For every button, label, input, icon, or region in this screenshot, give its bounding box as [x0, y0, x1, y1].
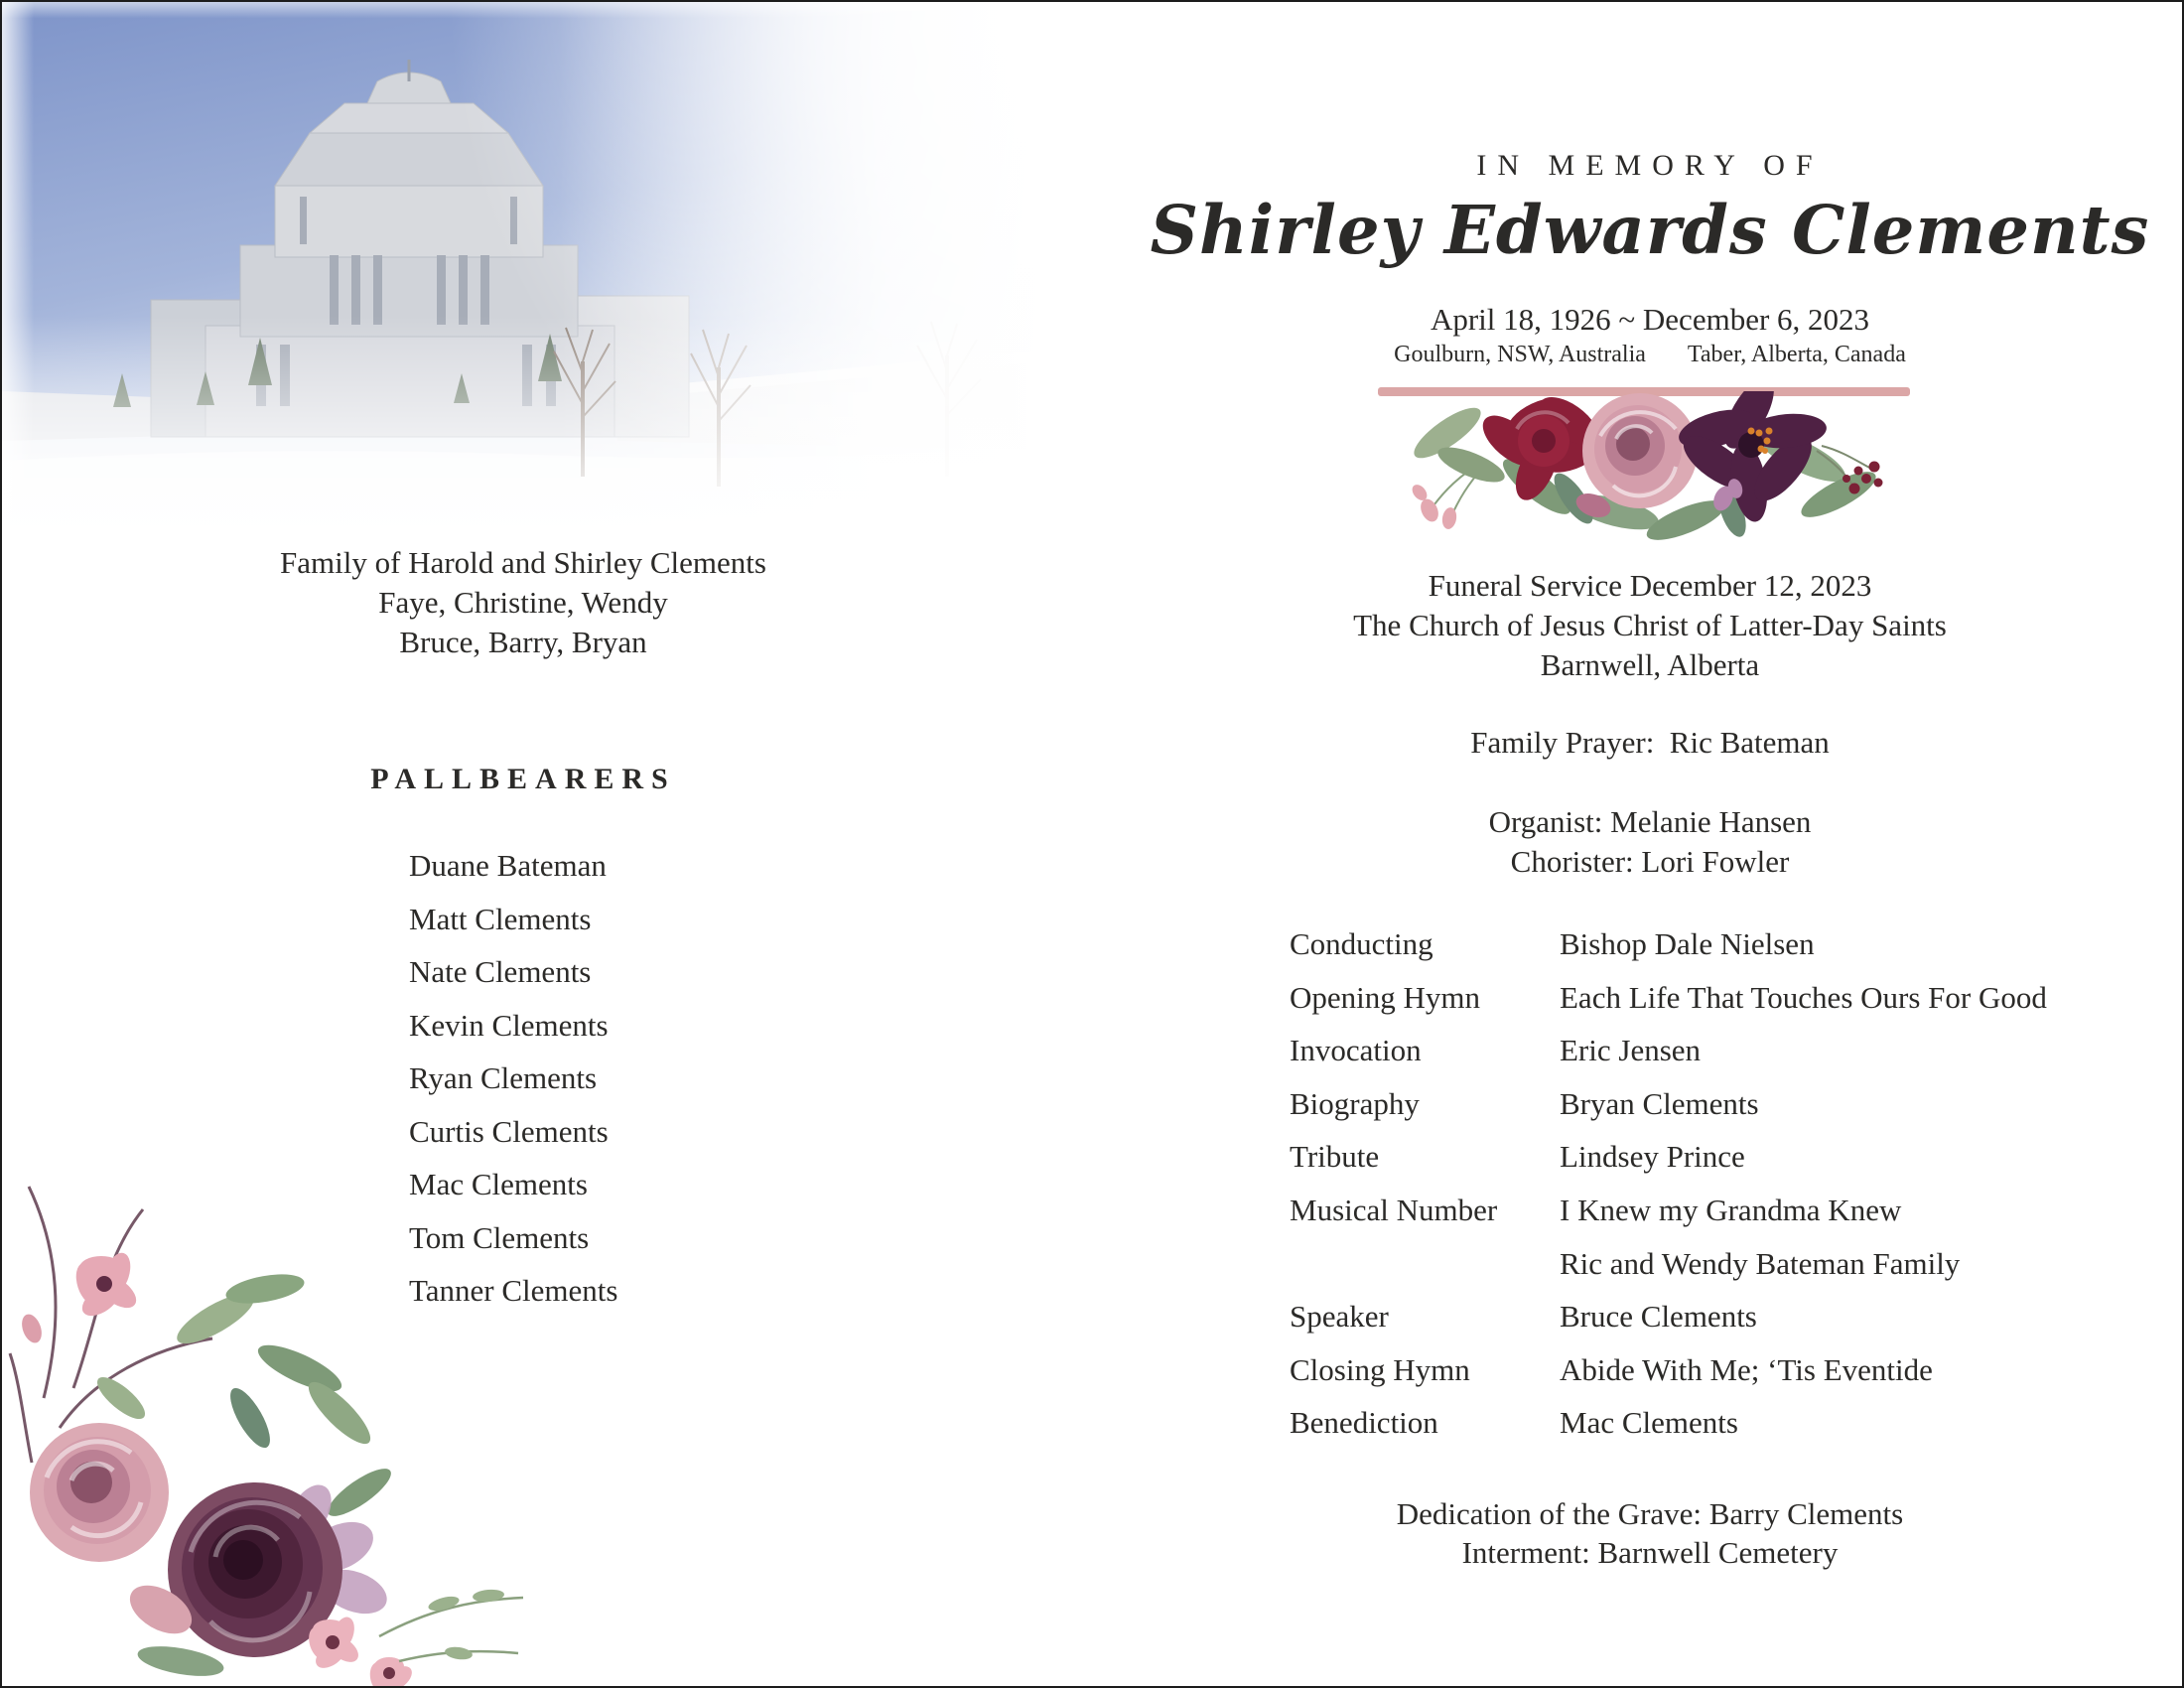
pallbearer-name: Curtis Clements [409, 1113, 609, 1149]
service-line: Barnwell, Alberta [1540, 647, 1760, 682]
program-label: Benediction [1290, 1405, 1438, 1441]
music-credits [1124, 802, 2176, 882]
pallbearers-heading: PALLBEARERS [370, 763, 676, 795]
deceased-name: Shirley Edwards Clements [1150, 191, 2150, 269]
program-value: Mac Clements [1560, 1405, 1738, 1441]
service-line: Funeral Service December 12, 2023 [1428, 568, 1872, 603]
program-row [1290, 1396, 2074, 1450]
organist: Organist: Melanie Hansen [1488, 804, 1812, 839]
pallbearer-name: Kevin Clements [409, 1007, 609, 1043]
floral-divider-decoration [1390, 391, 1898, 552]
caption-line: Faye, Christine, Wendy [378, 585, 668, 620]
pallbearer-name: Nate Clements [409, 954, 592, 989]
program-value: Bishop Dale Nielsen [1560, 926, 1815, 961]
watercolor-flowers-icon [2, 1165, 538, 1686]
pallbearer-name: Tanner Clements [409, 1273, 618, 1308]
pallbearer-name: Matt Clements [409, 901, 592, 936]
program-label: Tribute [1290, 1139, 1380, 1175]
program-row [1290, 1130, 2074, 1184]
interment-line: Interment: Barnwell Cemetery [1461, 1535, 1839, 1570]
program-row [1290, 971, 2074, 1025]
program-value: Bruce Clements [1560, 1299, 1757, 1335]
pallbearer-name: Mac Clements [409, 1167, 588, 1201]
birth-death-places [1124, 342, 2176, 368]
program-row [1290, 1290, 2074, 1343]
center-pink-rose [1582, 393, 1698, 508]
dedication-line: Dedication of the Grave: Barry Clements [1396, 1496, 1904, 1531]
program-value: Eric Jensen [1560, 1033, 1702, 1068]
temple-winter-photo [2, 2, 1074, 543]
chorister: Chorister: Lori Fowler [1510, 844, 1790, 879]
program-value: Bryan Clements [1560, 1085, 1759, 1121]
service-line: The Church of Jesus Christ of Latter-Day Saints [1353, 608, 1947, 642]
small-blossom [71, 1249, 142, 1322]
program-value: Lindsey Prince [1560, 1139, 1745, 1175]
program-row [1290, 1184, 2074, 1237]
program-value: Each Life That Touches Ours For Good [1560, 979, 2047, 1015]
pink-rose [30, 1423, 169, 1562]
program-value: I Knew my Grandma Knew [1560, 1192, 1902, 1227]
program-row [1290, 1024, 2074, 1077]
pallbearer-name: Tom Clements [409, 1219, 590, 1255]
program-row [1290, 1077, 2074, 1131]
pallbearer-name: Duane Bateman [409, 848, 607, 883]
program-value: Ric and Wendy Bateman Family [1560, 1245, 1961, 1281]
program-label: Musical Number [1290, 1192, 1498, 1227]
family-caption [131, 543, 915, 662]
program-label: Biography [1290, 1085, 1420, 1121]
pallbearer-name: Ryan Clements [409, 1060, 598, 1095]
program-label: Opening Hymn [1290, 979, 1481, 1015]
program-row [1290, 917, 2074, 971]
watercolor-bouquet-icon [1390, 391, 1898, 552]
program-order-of-service [1290, 917, 2074, 1450]
program-value: Abide With Me; ‘Tis Eventide [1560, 1351, 1933, 1387]
program-label: Closing Hymn [1290, 1351, 1470, 1387]
death-place: Taber, Alberta, Canada [1687, 342, 1906, 367]
program-label [1290, 1237, 1560, 1291]
caption-line: Family of Harold and Shirley Clements [280, 545, 766, 580]
program-row [1290, 1237, 2074, 1291]
floral-corner-decoration [2, 1165, 538, 1686]
in-memory-of-heading: IN MEMORY OF [1476, 149, 1824, 182]
program-label: Invocation [1290, 1033, 1422, 1068]
burial-info [1124, 1494, 2176, 1572]
program-label: Conducting [1290, 926, 1433, 961]
caption-line: Bruce, Barry, Bryan [399, 625, 647, 659]
family-prayer: Family Prayer: Ric Bateman [1470, 725, 1830, 760]
birth-place: Goulburn, NSW, Australia [1394, 342, 1646, 367]
service-info [1124, 566, 2176, 685]
temple-photo-illustration [2, 2, 1074, 543]
program-row [1290, 1343, 2074, 1397]
life-dates: April 18, 1926 ~ December 6, 2023 [1430, 302, 1870, 337]
program-label: Speaker [1290, 1299, 1389, 1335]
